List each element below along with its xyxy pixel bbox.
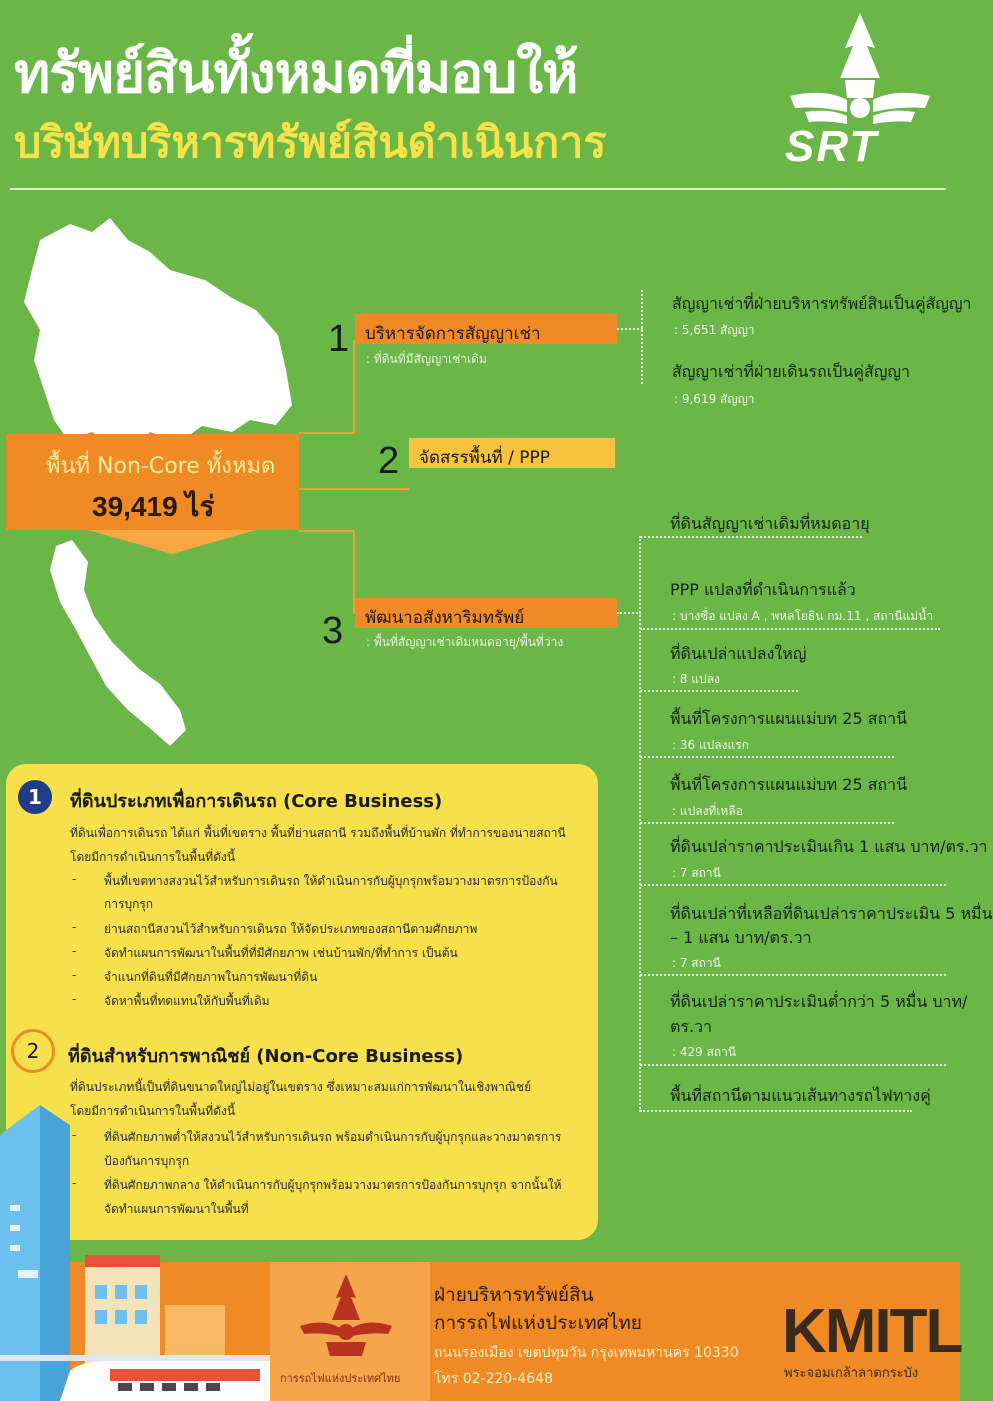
noncore-bullet-1: ที่ดินศักยภาพต่ำให้สงวนไว้สำหรับการเดินรถ พร้อมดำเนินการกับผู้บุกรุกและวางมาตรการ (104, 1130, 562, 1144)
core-intro-2: โดยมีการดำเนินการในพื้นที่ดังนี้ (70, 850, 236, 864)
branch-2-number: 2 (378, 440, 400, 482)
branch3-item-8-label: ที่ดินเปล่าราคาประเมินต่ำกว่า 5 หมื่น บาท/ (670, 992, 968, 1011)
branch3-item-8-label-line2: ตร.วา (670, 1017, 713, 1036)
noncore-intro-1: ที่ดินประเภทนี้เป็นที่ดินขนาดใหญ่ไม่อยู่ในเขตราง ซึ่งเหมาะสมแก่การพัฒนาในเชิงพาณิชย์ (70, 1080, 532, 1094)
core-bullet-1: พื้นที่เขตทางสงวนไว้สำหรับการเดินรถ ให้ดำเนินการกับผู้บุกรุกพร้อมวางมาตรการป้องกัน (104, 874, 558, 888)
dotted-vertical-1 (641, 290, 643, 384)
connector-2 (299, 488, 409, 490)
core-number-badge: 1 (18, 780, 52, 814)
header-divider (10, 188, 946, 190)
branch3-item-7-underline (640, 974, 946, 976)
connector-3 (299, 530, 355, 532)
core-bullet-dash: - (72, 872, 77, 886)
connector-1-vertical (353, 340, 355, 434)
noncore-bullet-1-cont: ป้องกันการบุกรุก (104, 1154, 190, 1168)
city-illustration-icon (0, 1105, 270, 1401)
branch3-item-3-detail: : 8 แปลง (672, 672, 720, 686)
core-bullet-dash: - (72, 992, 77, 1006)
branch3-item-4-label: พื้นที่โครงการแผนแม่บท 25 สถานี (670, 709, 908, 728)
branch-1-bar: บริหารจัดการสัญญาเช่า (355, 314, 617, 344)
srt-logo-text: SRT (785, 122, 879, 171)
branch3-item-7-label: ที่ดินเปล่าที่เหลือที่ดินเปล่าราคาประเมิน 5 หมื่น (670, 904, 993, 923)
branch3-item-4-detail: : 36 แปลงแรก (672, 738, 749, 752)
srt-seal-icon (296, 1270, 396, 1366)
branch-3-bar: พัฒนาอสังหาริมทรัพย์ (355, 598, 617, 628)
branch3-item-1-label: ที่ดินสัญญาเช่าเดิมที่หมดอายุ (670, 514, 870, 533)
branch3-item-6-label: ที่ดินเปล่าราคาประเมินเกิน 1 แสน บาท/ตร.วา (670, 837, 988, 856)
branch3-item-2-underline (640, 628, 940, 630)
branch3-item-7-detail: : 7 สถานี (672, 956, 721, 970)
branch3-item-6-detail: : 7 สถานี (672, 866, 721, 880)
branch3-item-2-label: PPP แปลงที่ดำเนินการแล้ว (670, 580, 856, 599)
branch3-item-2-detail: : บางซื่อ แปลง A , พหลโยธิน กม.11 , สถานีแม่น้ำ (672, 609, 934, 623)
branch-2-bar: จัดสรรพื้นที่ / PPP (409, 438, 615, 468)
noncore-number-badge: 2 (11, 1029, 55, 1073)
kmitl-logo: KMITL (782, 1297, 962, 1366)
branch3-item-9-label: พื้นที่สถานีตามแนวเส้นทางรถไฟทางคู่ (670, 1086, 931, 1105)
callout-pointer (88, 530, 256, 554)
callout-label: พื้นที่ Non-Core ทั้งหมด (46, 454, 276, 479)
footer-org-line-1: ฝ่ายบริหารทรัพย์สิน (434, 1284, 594, 1306)
core-intro-1: ที่ดินเพื่อการเดินรถ ได้แก่ พื้นที่เขตราง พื้นที่ย่านสถานี รวมถึงพื้นที่บ้านพัก ที่ทำการของนายสถานี (70, 826, 566, 840)
kmitl-subtitle: พระจอมเกล้าลาดกระบัง (784, 1366, 919, 1381)
branch-3-number: 3 (322, 610, 344, 652)
core-bullet-dash: - (72, 920, 77, 934)
callout-value: 39,419 ไร่ (92, 491, 215, 522)
title-line-1: ทรัพย์สินทั้งหมดที่มอบให้ (14, 41, 578, 105)
core-bullet-2: ย่านสถานีสงวนไว้สำหรับการเดินรถ ให้จัดประเภทของสถานีตามศักยภาพ (104, 922, 478, 936)
branch3-item-6-underline (640, 884, 946, 886)
footer-org-line-2: การรถไฟแห่งประเทศไทย (434, 1312, 642, 1334)
dotted-link-1 (617, 328, 643, 330)
title-line-2: บริษัทบริหารทรัพย์สินดำเนินการ (14, 118, 607, 168)
branch3-item-1-underline (640, 536, 862, 538)
branch3-item-8-detail: : 429 สถานี (672, 1045, 737, 1059)
noncore-bullet-2-cont: จัดทำแผนการพัฒนาในพื้นที่ (104, 1202, 249, 1216)
seal-caption: การรถไฟแห่งประเทศไทย (280, 1372, 401, 1385)
branch1-item-1-detail: : 5,651 สัญญา (674, 323, 755, 337)
branch3-item-8-underline (640, 1064, 946, 1066)
branch-1-subtitle: : ที่ดินที่มีสัญญาเช่าเดิม (366, 352, 487, 366)
core-bullet-dash: - (72, 944, 77, 958)
branch-1-number: 1 (328, 318, 350, 360)
dotted-link-3 (617, 612, 641, 614)
branch3-item-9-underline (640, 1110, 912, 1112)
branch1-item-2-label: สัญญาเช่าที่ฝ่ายเดินรถเป็นคู่สัญญา (672, 362, 910, 381)
branch3-item-4-underline (640, 756, 894, 758)
core-bullet-5: จัดหาพื้นที่ทดแทนให้กับพื้นที่เดิม (104, 994, 270, 1008)
branch1-item-1-label: สัญญาเช่าที่ฝ่ายบริหารทรัพย์สินเป็นคู่สัญญา (672, 294, 972, 313)
branch3-item-5-label: พื้นที่โครงการแผนแม่บท 25 สถานี (670, 775, 908, 794)
noncore-bullet-dash: - (72, 1128, 77, 1142)
branch3-item-5-underline (640, 822, 894, 824)
branch3-item-7-label-line2: – 1 แสน บาท/ตร.วา (670, 928, 812, 947)
core-bullet-3: จัดทำแผนการพัฒนาในพื้นที่ที่มีศักยภาพ เช่นบ้านพัก/ที่ทำการ เป็นต้น (104, 946, 458, 960)
noncore-heading: ที่ดินสำหรับการพาณิชย์ (Non-Core Business) (68, 1046, 464, 1067)
branch1-item-2-detail: : 9,619 สัญญา (674, 392, 755, 406)
dotted-vertical-3 (639, 536, 641, 1112)
branch3-item-3-label: ที่ดินเปล่าแปลงใหญ่ (670, 644, 807, 663)
noncore-bullet-2: ที่ดินศักยภาพกลาง ให้ดำเนินการกับผู้บุกรุกพร้อมวางมาตรการป้องกันการบุกรุก จากนั้นให้ (104, 1178, 562, 1192)
footer-address: ถนนรองเมือง เขตปทุมวัน กรุงเทพมหานคร 10330 (434, 1345, 739, 1361)
branch-3-subtitle: : พื้นที่สัญญาเช่าเดิมหมดอายุ/พื้นที่ว่าง (366, 635, 564, 649)
footer-phone: โทร 02-220-4648 (434, 1371, 553, 1387)
core-bullet-4: จำแนกที่ดินที่มีศักยภาพในการพัฒนาที่ดิน (104, 970, 318, 984)
noncore-intro-2: โดยมีการดำเนินการในพื้นที่ดังนี้ (70, 1104, 236, 1118)
core-bullet-1-cont: การบุกรุก (104, 897, 154, 911)
core-heading: ที่ดินประเภทเพื่อการเดินรถ (Core Business) (70, 791, 443, 812)
branch3-item-3-underline (640, 690, 798, 692)
connector-1 (299, 432, 355, 434)
noncore-bullet-dash: - (72, 1176, 77, 1190)
core-bullet-dash: - (72, 968, 77, 982)
branch3-item-5-detail: : แปลงที่เหลือ (672, 804, 743, 818)
